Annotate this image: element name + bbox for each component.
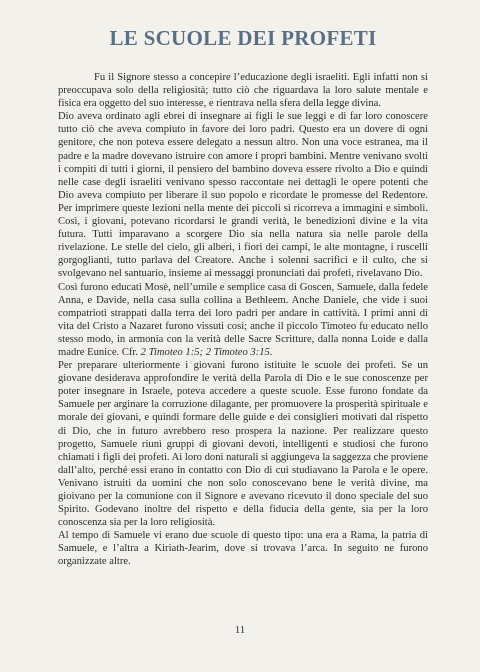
paragraph-4-text: Per preparare ulteriormente i giovani furono istituite le scuole dei profeti. Se un giovane desiderava approfondire le verità della Parola di Dio e le sue conoscenze per poter insegnare in Israele, poteva accedere a queste scuole. Esse furono fondate da Samuele per arginare la corruzione dilagante, per promuovere la prosperità spirituale e morale dei giovani, e quindi formare delle guide e dei consiglieri motivati dal rispetto di Dio, che in futuro avrebbero reso prospera la nazione. Per realizzare questo progetto, Samuele riunì gruppi di giovani devoti, intelligenti e studiosi che furono chiamati i figli dei profeti. Ai loro doni naturali si aggiungeva la saggezza che proviene dall’alto, perché essi erano in contatto con Dio di cui studiavano la Parola e le opere. Venivano istruiti da uomini che non solo conoscevano bene le verità divine, ma gioivano per la comunione con il Signore e avevano ricevuto il dono speciale del suo Spirito. Godevano inoltre del rispetto e della fiducia della gente, sia per la loro conoscenza sia per la loro religiosità. (58, 360, 428, 529)
paragraph-2 (58, 110, 428, 280)
paragraph-1-text: Fu il Signore stesso a concepire l’educazione degli israeliti. Egli infatti non si preoccupava solo della religiosità; tutto ciò che riguardava la loro salute mentale e fisica era oggetto del suo interesse, e rientrava nella sfera della legge divina. (58, 72, 428, 110)
chapter-body (58, 71, 428, 569)
paragraph-3 (58, 281, 428, 360)
paragraph-2-text: Dio aveva ordinato agli ebrei di insegnare ai figli le sue leggi e di far loro conoscere tutto ciò che aveva compiuto in favore dei loro padri. Questo era un dovere di ogni genitore, che non poteva essere delegato a nessun altro. Non una voce estranea, ma il padre e la madre dovevano istruire con amore i propri bambini. Mentre venivano svolti i compiti di tutti i giorni, il pensiero del bambino doveva essere rivolto a Dio e quindi nelle case degli israeliti venivano spesso raccontate nei dettagli le opere potenti che Dio aveva compiuto per liberare il suo popolo e ricordate le promesse del Redentore. Per imprimere queste lezioni nella mente dei piccoli si ricorreva a immagini e simboli. Così, i giovani, potevano ricordarsi le grandi verità, le benedizioni divine e la vita futura. Tutti imparavano a scorgere Dio sia nella natura sia nelle parole della rivelazione. Le stelle del cielo, gli alberi, i fiori dei campi, le alte montagne, i ruscelli gorgoglianti, tutto parlava del Creatore. Anche i solenni sacrifici e il culto, che si svolgevano nel santuario, insieme ai messaggi pronunciati dai profeti, rivelavano Dio. (58, 111, 428, 280)
chapter-title: LE SCUOLE DEI PROFETI (109, 26, 377, 50)
paragraph-5-text: Al tempo di Samuele vi erano due scuole di questo tipo: una era a Rama, la patria di Samuele, e l’altra a Kiriath-Jearim, dove si trovava l’arca. In seguito ne furono organizzate altre. (58, 530, 428, 568)
scripture-citation: 2 Timoteo 1:5; 2 Timoteo 3:15. (140, 346, 273, 358)
paragraph-5 (58, 529, 428, 568)
page-number: 11 (234, 624, 246, 636)
paragraph-3-text: Così furono educati Mosè, nell’umile e semplice casa di Goscen, Samuele, dalla fedele Anna, e Davide, nella casa sulla collina a Bethleem. Anche Daniele, che vide i suoi compatrioti strappati dalla terra dei loro padri per andare in cattività. I primi anni di vita del Cristo a Nazaret furono vissuti così; anche il piccolo Timoteo fu educato nello stesso modo, in armonia con la verità delle Sacre Scritture, dalla nonna Loide e dalla madre Eunice. Cfr. (58, 281, 428, 358)
paragraph-1 (58, 71, 428, 110)
paragraph-4 (58, 359, 428, 529)
